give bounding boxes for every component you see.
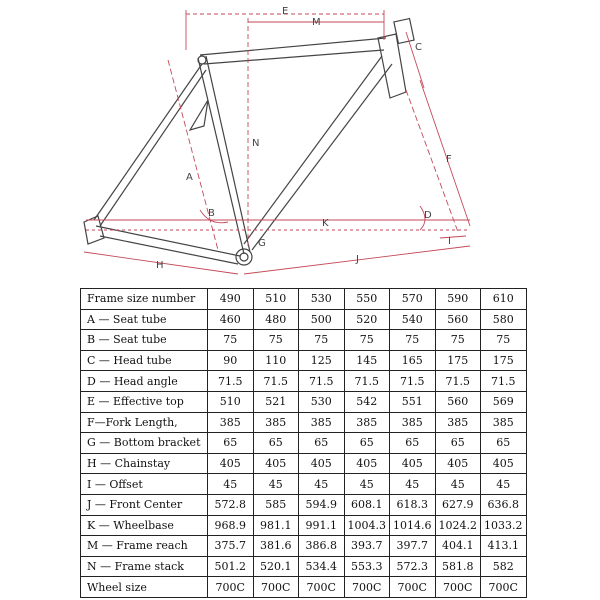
value-cell: 560 bbox=[435, 309, 481, 330]
row-label-cell: I — Offset bbox=[81, 474, 208, 495]
value-cell: 71.5 bbox=[208, 371, 254, 392]
value-cell: 175 bbox=[435, 350, 481, 371]
value-cell: 1014.6 bbox=[390, 515, 436, 536]
geometry-table bbox=[80, 288, 527, 598]
table-header-row bbox=[81, 289, 527, 310]
value-cell: 405 bbox=[390, 453, 436, 474]
dim-label-n: N bbox=[252, 138, 260, 149]
value-cell: 75 bbox=[253, 330, 299, 351]
value-cell: 700C bbox=[208, 577, 254, 598]
dim-label-g: G bbox=[258, 238, 266, 249]
value-cell: 65 bbox=[435, 433, 481, 454]
dim-label-m: M bbox=[312, 17, 321, 28]
value-cell: 405 bbox=[208, 453, 254, 474]
dim-label-i: I bbox=[448, 236, 451, 247]
value-cell: 385 bbox=[253, 412, 299, 433]
value-cell: 71.5 bbox=[390, 371, 436, 392]
value-cell: 405 bbox=[481, 453, 527, 474]
table-row bbox=[81, 556, 527, 577]
value-cell: 175 bbox=[481, 350, 527, 371]
table-row bbox=[81, 515, 527, 536]
value-cell: 405 bbox=[435, 453, 481, 474]
header-label-cell: Frame size number bbox=[81, 289, 208, 310]
value-cell: 65 bbox=[253, 433, 299, 454]
row-label-cell: E — Effective top bbox=[81, 391, 208, 412]
table-row bbox=[81, 412, 527, 433]
value-cell: 500 bbox=[299, 309, 345, 330]
dim-label-c: C bbox=[415, 42, 422, 53]
value-cell: 501.2 bbox=[208, 556, 254, 577]
value-cell: 71.5 bbox=[299, 371, 345, 392]
size-header-cell: 530 bbox=[299, 289, 345, 310]
value-cell: 580 bbox=[481, 309, 527, 330]
frame-geometry-diagram bbox=[0, 0, 600, 285]
seat-cluster-shape bbox=[198, 56, 206, 64]
value-cell: 700C bbox=[435, 577, 481, 598]
table-row bbox=[81, 536, 527, 557]
value-cell: 45 bbox=[435, 474, 481, 495]
table-row bbox=[81, 453, 527, 474]
row-label-cell: M — Frame reach bbox=[81, 536, 208, 557]
table-row bbox=[81, 330, 527, 351]
value-cell: 594.9 bbox=[299, 494, 345, 515]
value-cell: 45 bbox=[208, 474, 254, 495]
value-cell: 585 bbox=[253, 494, 299, 515]
dim-label-k: K bbox=[322, 218, 329, 229]
value-cell: 145 bbox=[344, 350, 390, 371]
size-header-cell: 510 bbox=[253, 289, 299, 310]
row-label-cell: D — Head angle bbox=[81, 371, 208, 392]
row-label-cell: Wheel size bbox=[81, 577, 208, 598]
down-tube-shape bbox=[244, 56, 382, 244]
size-header-cell: 610 bbox=[481, 289, 527, 310]
value-cell: 65 bbox=[344, 433, 390, 454]
size-header-cell: 590 bbox=[435, 289, 481, 310]
value-cell: 397.7 bbox=[390, 536, 436, 557]
value-cell: 393.7 bbox=[344, 536, 390, 557]
value-cell: 700C bbox=[481, 577, 527, 598]
dim-label-f: F bbox=[446, 154, 452, 165]
value-cell: 981.1 bbox=[253, 515, 299, 536]
value-cell: 45 bbox=[253, 474, 299, 495]
value-cell: 90 bbox=[208, 350, 254, 371]
value-cell: 45 bbox=[390, 474, 436, 495]
seat-stay-shape bbox=[94, 64, 202, 220]
dim-label-d: D bbox=[424, 210, 432, 221]
size-header-cell: 490 bbox=[208, 289, 254, 310]
value-cell: 480 bbox=[253, 309, 299, 330]
table-row bbox=[81, 391, 527, 412]
value-cell: 627.9 bbox=[435, 494, 481, 515]
value-cell: 45 bbox=[299, 474, 345, 495]
value-cell: 386.8 bbox=[299, 536, 345, 557]
table-row bbox=[81, 577, 527, 598]
dim-label-e: E bbox=[282, 6, 289, 17]
value-cell: 65 bbox=[208, 433, 254, 454]
value-cell: 700C bbox=[390, 577, 436, 598]
value-cell: 551 bbox=[390, 391, 436, 412]
value-cell: 542 bbox=[344, 391, 390, 412]
value-cell: 968.9 bbox=[208, 515, 254, 536]
value-cell: 385 bbox=[390, 412, 436, 433]
value-cell: 65 bbox=[481, 433, 527, 454]
table-row bbox=[81, 494, 527, 515]
value-cell: 71.5 bbox=[435, 371, 481, 392]
value-cell: 553.3 bbox=[344, 556, 390, 577]
row-label-cell: F—Fork Length, bbox=[81, 412, 208, 433]
value-cell: 534.4 bbox=[299, 556, 345, 577]
value-cell: 520 bbox=[344, 309, 390, 330]
frame-outline bbox=[84, 19, 414, 265]
table-row bbox=[81, 309, 527, 330]
value-cell: 385 bbox=[344, 412, 390, 433]
value-cell: 71.5 bbox=[253, 371, 299, 392]
value-cell: 700C bbox=[344, 577, 390, 598]
value-cell: 75 bbox=[208, 330, 254, 351]
brake-bridge-shape bbox=[190, 100, 208, 130]
value-cell: 385 bbox=[481, 412, 527, 433]
value-cell: 569 bbox=[481, 391, 527, 412]
value-cell: 75 bbox=[435, 330, 481, 351]
value-cell: 65 bbox=[390, 433, 436, 454]
dim-label-a: A bbox=[186, 172, 193, 183]
value-cell: 381.6 bbox=[253, 536, 299, 557]
row-label-cell: N — Frame stack bbox=[81, 556, 208, 577]
value-cell: 75 bbox=[481, 330, 527, 351]
value-cell: 700C bbox=[299, 577, 345, 598]
value-cell: 1004.3 bbox=[344, 515, 390, 536]
table-row bbox=[81, 350, 527, 371]
value-cell: 460 bbox=[208, 309, 254, 330]
value-cell: 572.8 bbox=[208, 494, 254, 515]
value-cell: 65 bbox=[299, 433, 345, 454]
value-cell: 405 bbox=[344, 453, 390, 474]
value-cell: 75 bbox=[344, 330, 390, 351]
seat-stay-shape-2 bbox=[100, 70, 206, 226]
value-cell: 636.8 bbox=[481, 494, 527, 515]
row-label-cell: B — Seat tube bbox=[81, 330, 208, 351]
value-cell: 71.5 bbox=[344, 371, 390, 392]
row-label-cell: A — Seat tube bbox=[81, 309, 208, 330]
value-cell: 530 bbox=[299, 391, 345, 412]
row-label-cell: G — Bottom bracket bbox=[81, 433, 208, 454]
value-cell: 540 bbox=[390, 309, 436, 330]
value-cell: 1033.2 bbox=[481, 515, 527, 536]
value-cell: 560 bbox=[435, 391, 481, 412]
value-cell: 1024.2 bbox=[435, 515, 481, 536]
value-cell: 618.3 bbox=[390, 494, 436, 515]
value-cell: 385 bbox=[208, 412, 254, 433]
value-cell: 71.5 bbox=[481, 371, 527, 392]
value-cell: 572.3 bbox=[390, 556, 436, 577]
value-cell: 582 bbox=[481, 556, 527, 577]
table-row bbox=[81, 433, 527, 454]
value-cell: 385 bbox=[435, 412, 481, 433]
value-cell: 110 bbox=[253, 350, 299, 371]
value-cell: 405 bbox=[299, 453, 345, 474]
value-cell: 991.1 bbox=[299, 515, 345, 536]
row-label-cell: H — Chainstay bbox=[81, 453, 208, 474]
value-cell: 75 bbox=[390, 330, 436, 351]
row-label-cell: J — Front Center bbox=[81, 494, 208, 515]
value-cell: 75 bbox=[299, 330, 345, 351]
value-cell: 404.1 bbox=[435, 536, 481, 557]
value-cell: 520.1 bbox=[253, 556, 299, 577]
head-tube-shape bbox=[378, 34, 406, 98]
chainstay-shape-2 bbox=[100, 236, 238, 264]
dim-label-j: J bbox=[356, 254, 359, 265]
value-cell: 375.7 bbox=[208, 536, 254, 557]
row-label-cell: C — Head tube bbox=[81, 350, 208, 371]
value-cell: 385 bbox=[299, 412, 345, 433]
dimension-lines bbox=[84, 10, 470, 274]
bottom-bracket-inner-shape bbox=[240, 253, 248, 261]
seat-tube-shape bbox=[198, 58, 244, 254]
chainstay-shape bbox=[96, 226, 240, 256]
table-row bbox=[81, 371, 527, 392]
table-row bbox=[81, 474, 527, 495]
dim-label-b: B bbox=[208, 208, 215, 219]
value-cell: 581.8 bbox=[435, 556, 481, 577]
size-header-cell: 550 bbox=[344, 289, 390, 310]
value-cell: 608.1 bbox=[344, 494, 390, 515]
value-cell: 45 bbox=[481, 474, 527, 495]
value-cell: 45 bbox=[344, 474, 390, 495]
value-cell: 405 bbox=[253, 453, 299, 474]
dim-label-h: H bbox=[156, 260, 164, 271]
value-cell: 700C bbox=[253, 577, 299, 598]
size-header-cell: 570 bbox=[390, 289, 436, 310]
seat-tube-shape-2 bbox=[206, 56, 250, 252]
value-cell: 125 bbox=[299, 350, 345, 371]
value-cell: 510 bbox=[208, 391, 254, 412]
row-label-cell: K — Wheelbase bbox=[81, 515, 208, 536]
value-cell: 413.1 bbox=[481, 536, 527, 557]
value-cell: 165 bbox=[390, 350, 436, 371]
value-cell: 521 bbox=[253, 391, 299, 412]
